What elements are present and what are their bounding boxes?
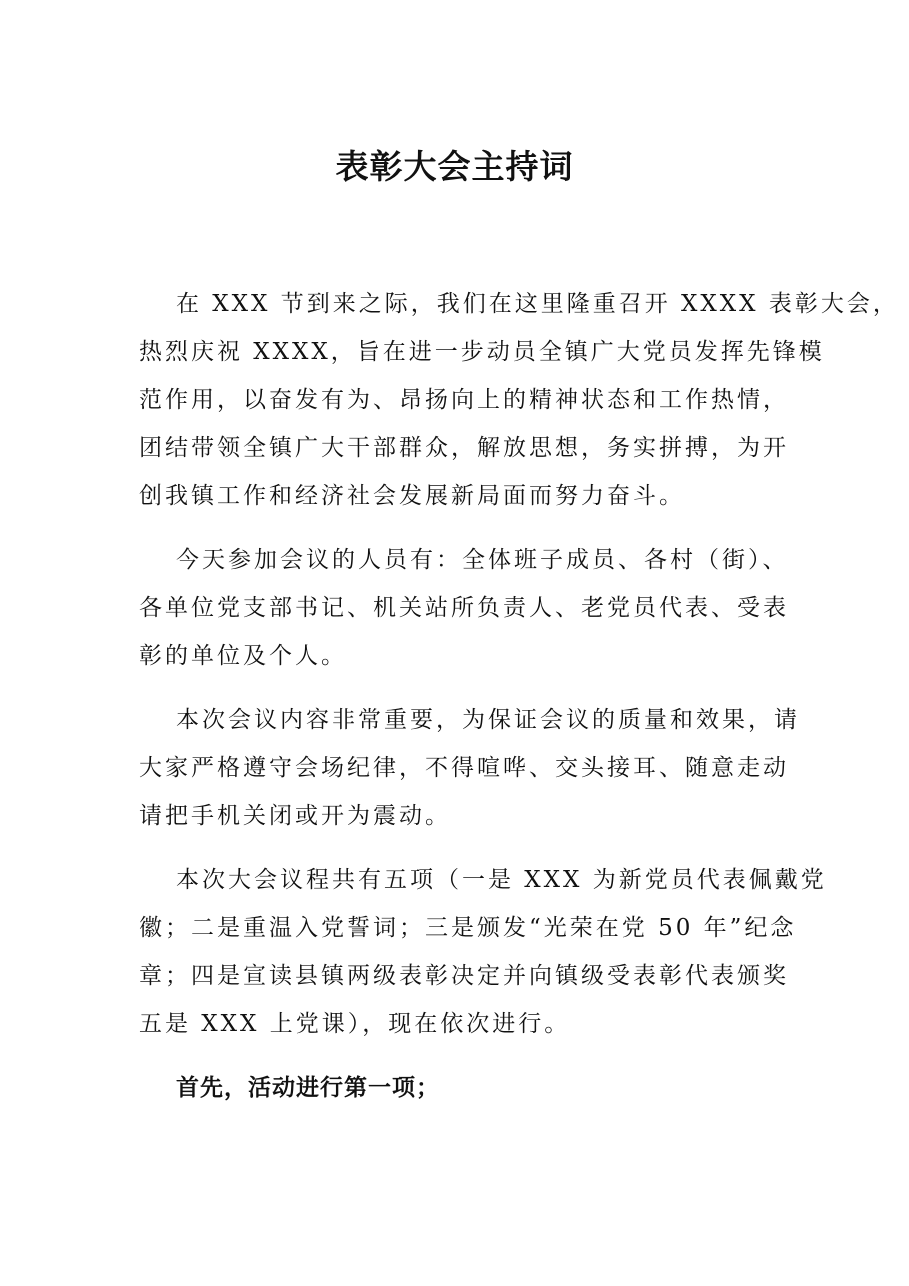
paragraph-opening bbox=[139, 280, 899, 520]
paragraph-line: 大家严格遵守会场纪律，不得喧哗、交头接耳、随意走动 bbox=[139, 755, 789, 781]
paragraph-line: 热烈庆祝 XXXX，旨在进一步动员全镇广大党员发挥先锋模 bbox=[139, 339, 825, 365]
paragraph-line: 在 XXX 节到来之际，我们在这里隆重召开 XXXX 表彰大会， bbox=[176, 291, 899, 317]
paragraph-line: 创我镇工作和经济社会发展新局面而努力奋斗。 bbox=[139, 483, 685, 509]
paragraph-line: 本次会议内容非常重要，为保证会议的质量和效果，请 bbox=[176, 707, 800, 733]
document-body bbox=[139, 280, 899, 1112]
paragraph-line: 各单位党支部书记、机关站所负责人、老党员代表、受表 bbox=[139, 595, 789, 621]
document-title: 表彰大会主持词 bbox=[335, 147, 574, 186]
paragraph-line: 五是 XXX 上党课），现在依次进行。 bbox=[139, 1011, 571, 1037]
paragraph-line: 本次大会议程共有五项（一是 XXX 为新党员代表佩戴党 bbox=[176, 867, 827, 893]
section-heading-first-item: 首先，活动进行第一项； bbox=[176, 1074, 440, 1101]
paragraph-discipline bbox=[139, 696, 800, 840]
paragraph-line: 章；四是宣读县镇两级表彰决定并向镇级受表彰代表颁奖 bbox=[139, 963, 789, 989]
paragraph-line: 彰的单位及个人。 bbox=[139, 643, 347, 669]
paragraph-attendees bbox=[139, 536, 789, 680]
paragraph-line: 范作用，以奋发有为、昂扬向上的精神状态和工作热情， bbox=[139, 387, 789, 413]
paragraph-line: 团结带领全镇广大干部群众，解放思想，务实拼搏，为开 bbox=[139, 435, 789, 461]
paragraph-line: 徽；二是重温入党誓词；三是颁发“光荣在党 50 年”纪念 bbox=[139, 915, 797, 941]
paragraph-line: 今天参加会议的人员有：全体班子成员、各村（街）、 bbox=[176, 547, 789, 573]
paragraph-line: 请把手机关闭或开为震动。 bbox=[139, 803, 451, 829]
paragraph-agenda bbox=[139, 856, 827, 1048]
